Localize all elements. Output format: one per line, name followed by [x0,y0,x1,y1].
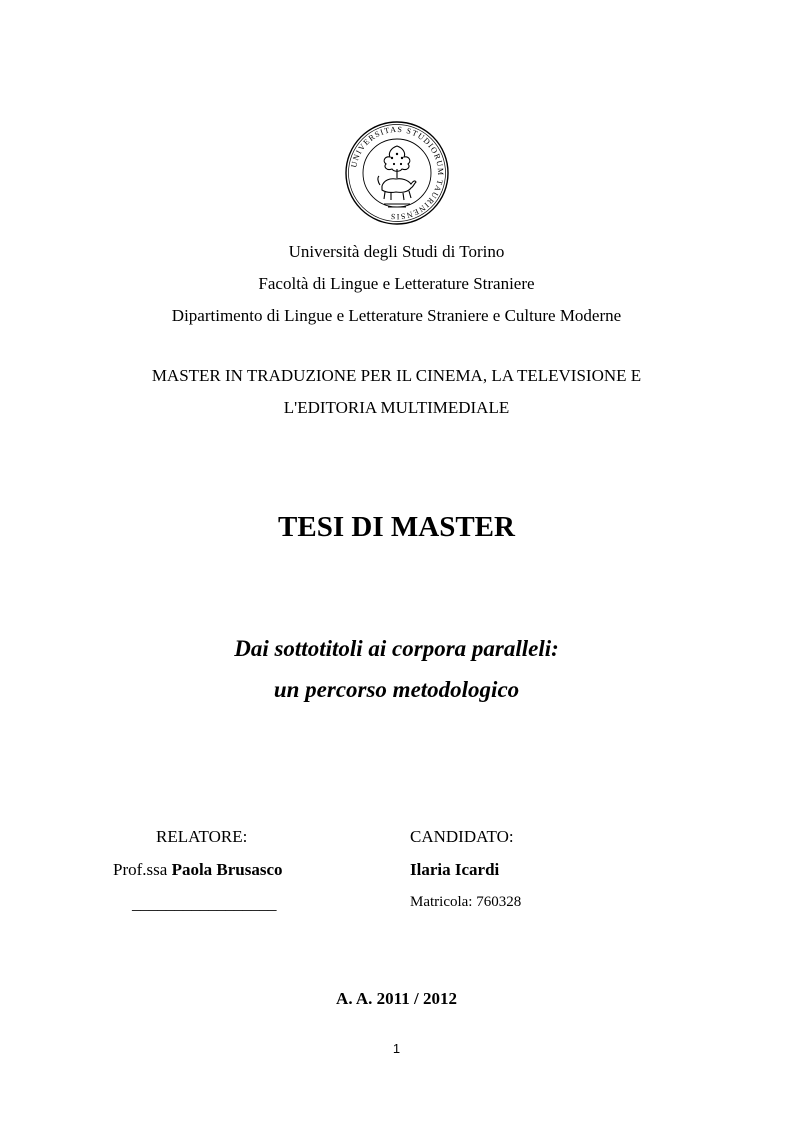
university-name: Università degli Studi di Torino [288,242,505,261]
matricola: Matricola: 760328 [410,894,522,910]
candidato-name: Ilaria Icardi [410,860,500,879]
thesis-title-line2: un percorso metodologico [273,677,520,702]
master-program-line2: L'EDITORIA MULTIMEDIALE [283,398,510,417]
thesis-heading: TESI DI MASTER [278,511,515,543]
page-number: 1 [392,1041,401,1056]
svg-text:UNIVERSITAS STUDIORUM TAURINEN: UNIVERSITAS STUDIORUM TAURINENSIS [349,124,446,222]
candidato-label: CANDIDATO: [410,827,514,846]
relatore-surname: Paola Brusasco [171,860,283,879]
university-seal-icon [344,120,450,226]
relatore-prefix: Prof.ssa [113,860,168,879]
relatore-label: RELATORE: [156,827,248,846]
academic-year: A. A. 2011 / 2012 [336,989,457,1008]
department-name: Dipartimento di Lingue e Letterature Straniere e Culture Moderne [171,306,622,325]
faculty-name: Facoltà di Lingue e Letterature Straniere [258,274,535,293]
relatore-name [113,860,283,880]
master-program-line1: MASTER IN TRADUZIONE PER IL CINEMA, LA TELEVISIONE E [151,366,642,385]
thesis-title-line1: Dai sottotitoli ai corpora paralleli: [234,636,559,661]
signature-line: _________________ [132,894,277,913]
